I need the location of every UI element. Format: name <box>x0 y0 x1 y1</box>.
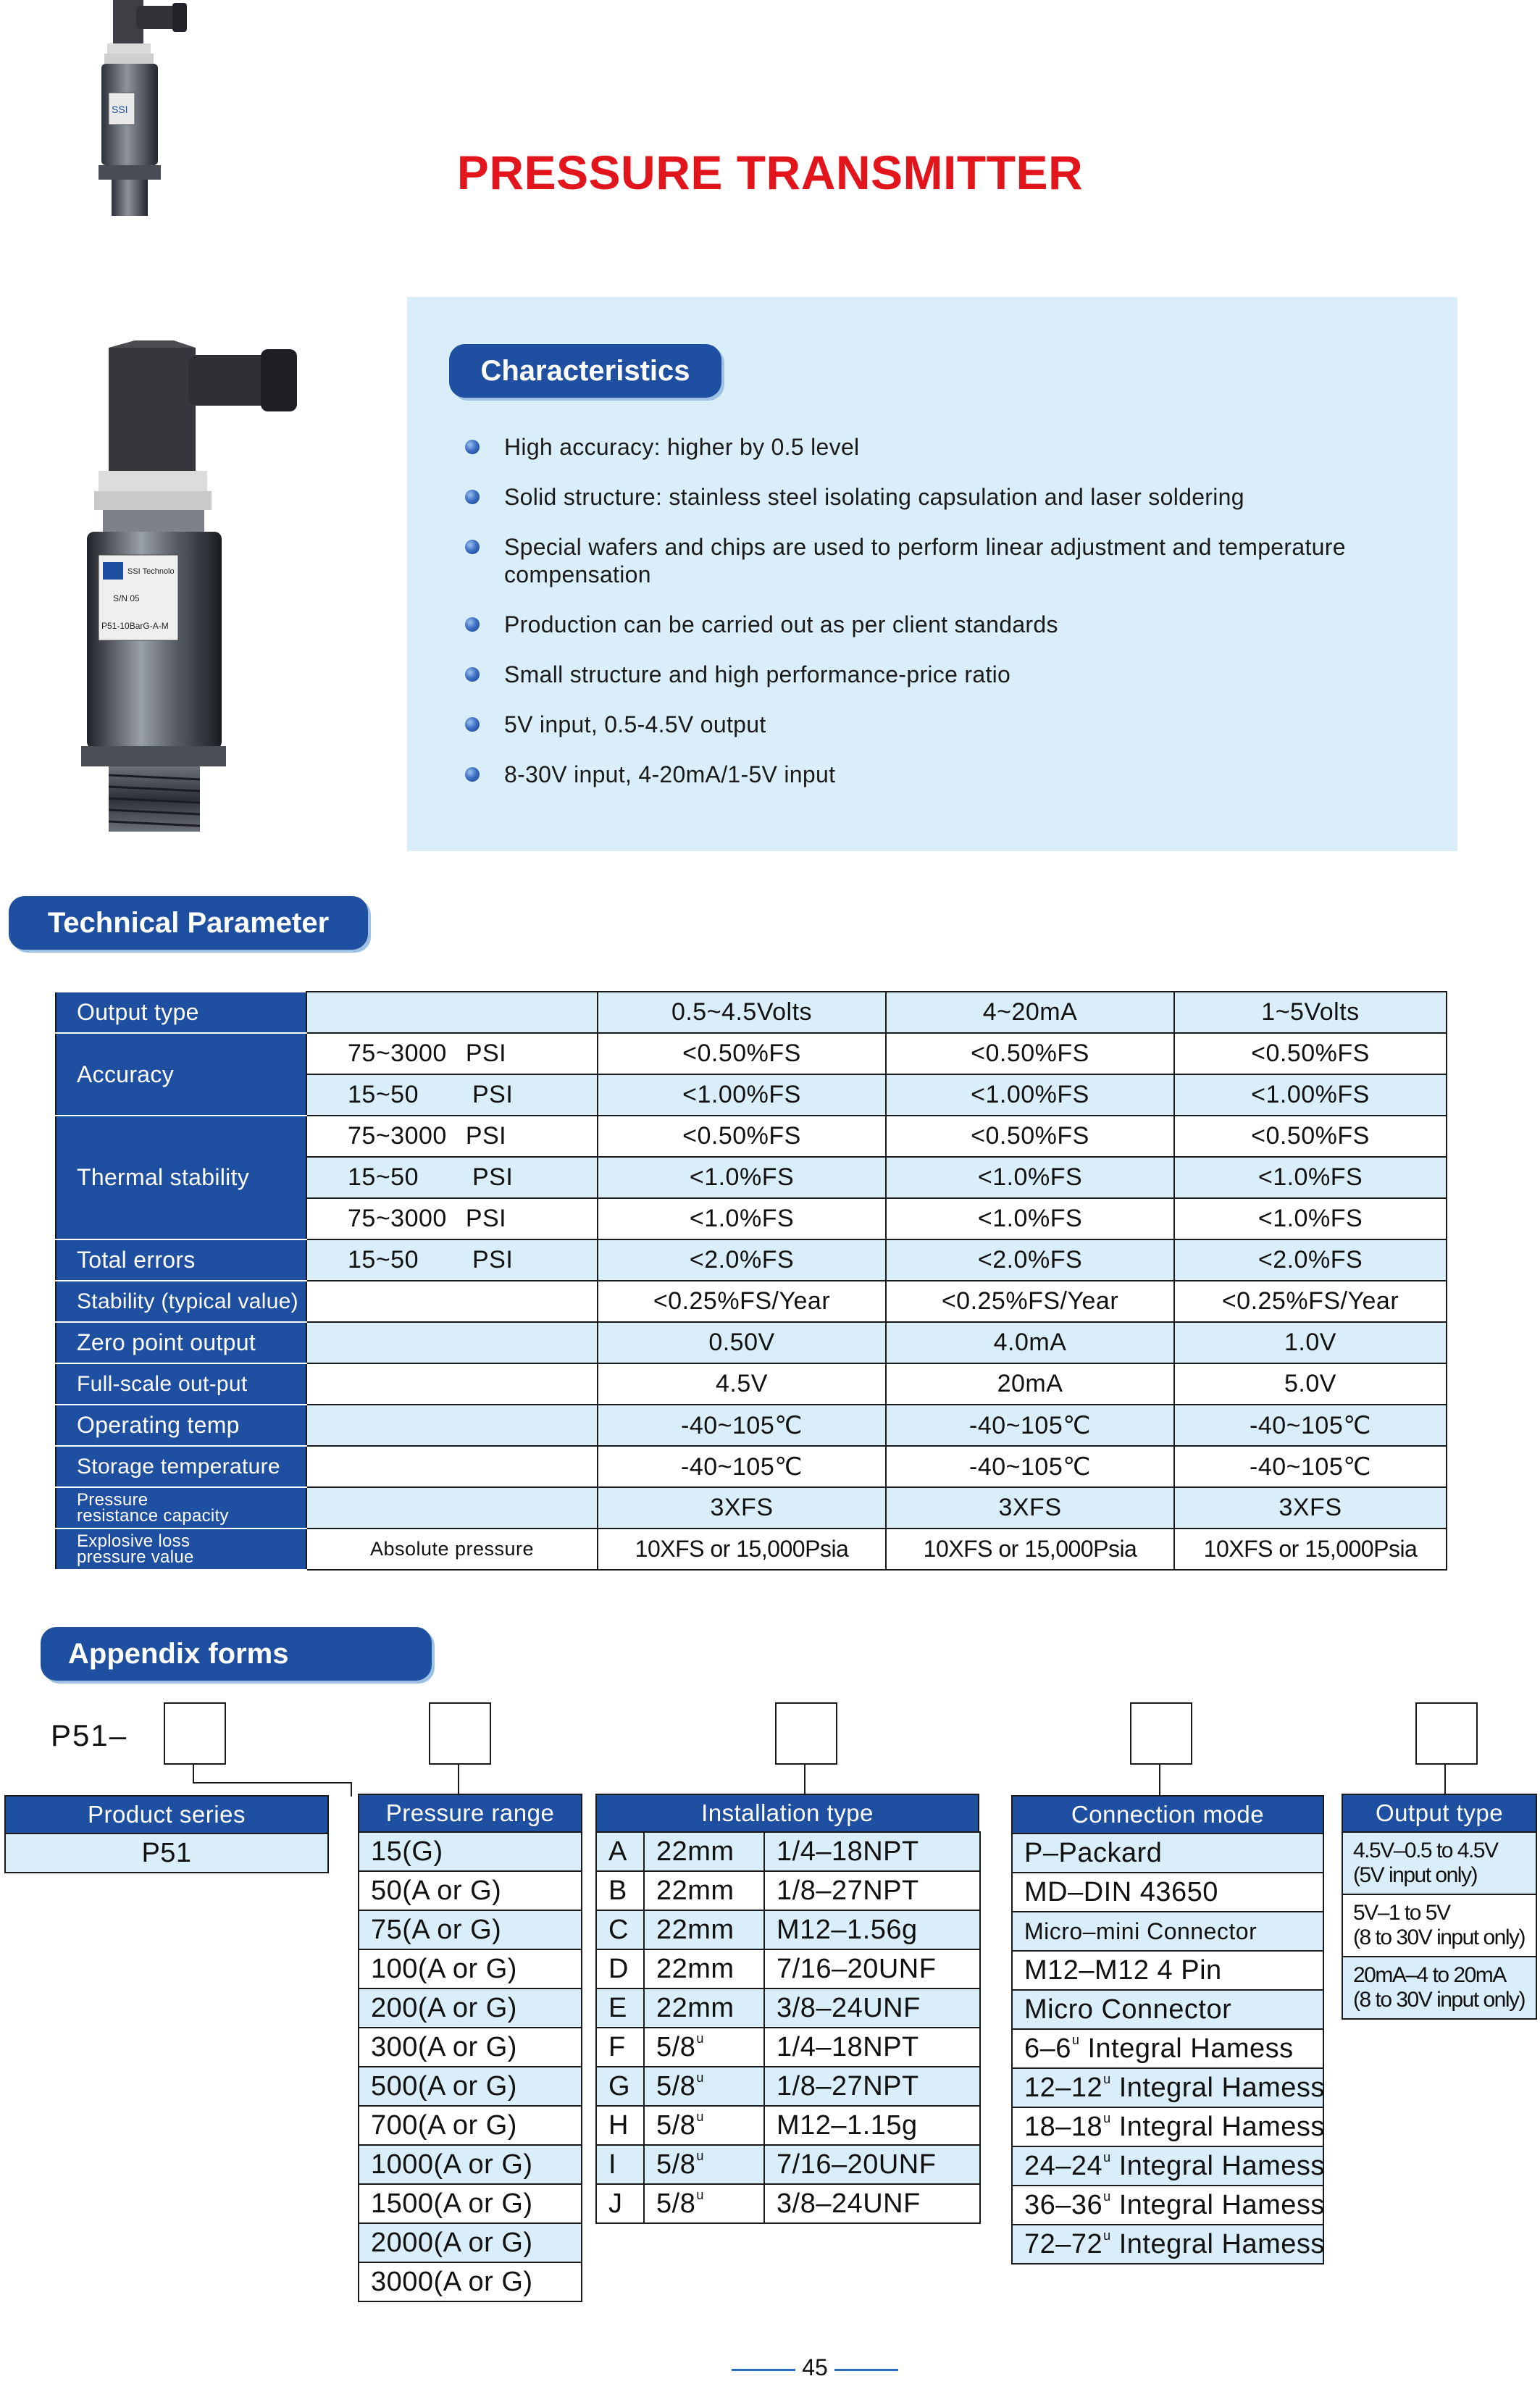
range-cell: 15~50 PSI <box>306 1157 598 1198</box>
small-photo-label: SSI <box>112 104 128 115</box>
footer-rule-left <box>732 2369 795 2371</box>
row-label: Zero point output <box>56 1322 306 1363</box>
page-title: PRESSURE TRANSMITTER <box>456 146 1084 199</box>
row-label: Pressure resistance capacity <box>56 1487 306 1529</box>
range-cell: 75~3000 PSI <box>306 1033 598 1074</box>
bullet-icon <box>465 767 480 782</box>
connection-mode-header: Connection mode <box>1011 1795 1324 1834</box>
table-row: 3000(A or G) <box>359 2262 582 2301</box>
characteristics-heading: Characteristics <box>449 344 721 398</box>
row-label: Full-scale out-put <box>56 1363 306 1405</box>
table-row: 5V–1 to 5V (8 to 30V input only) <box>1342 1894 1536 1957</box>
table-row: Micro Connector <box>1012 1990 1323 2029</box>
list-item: High accuracy: higher by 0.5 level <box>464 433 1441 461</box>
table-row: 18–18$^u$ Integral Hamess <box>1012 2107 1323 2146</box>
table-row: 100(A or G) <box>359 1949 582 1989</box>
table-row: 36–36$^u$ Integral Hamess <box>1012 2186 1323 2225</box>
characteristics-list <box>464 433 1441 811</box>
pressure-range-header: Pressure range <box>358 1794 582 1833</box>
column-header: 0.5~4.5Volts <box>598 992 886 1033</box>
table-row: Thermal stability 75~3000 PSI <0.50%FS <0.50%FS <0.50%FS <box>56 1116 1447 1157</box>
range-cell: 75~3000 PSI <box>306 1198 598 1239</box>
table-row: J 5/8$^u$ 3/8–24UNF <box>596 2184 980 2223</box>
table-row: Zero point output 0.50V 4.0mA 1.0V <box>56 1322 1447 1363</box>
table-row: G 5/8$^u$ 1/8–27NPT <box>596 2067 980 2106</box>
table-row: Operating temp -40~105℃ -40~105℃ -40~105℃ <box>56 1405 1447 1446</box>
table-row: B 22mm 1/8–27NPT <box>596 1871 980 1910</box>
row-label: Accuracy <box>56 1033 306 1116</box>
code-box-pressure <box>429 1702 491 1765</box>
row-label: Output type <box>56 992 306 1033</box>
table-row: 15(G) <box>359 1832 582 1871</box>
table-row: 12–12$^u$ Integral Hamess <box>1012 2068 1323 2107</box>
row-label: Stability (typical value) <box>56 1281 306 1322</box>
row-label: Operating temp <box>56 1405 306 1446</box>
list-item: Small structure and high performance-price ratio <box>464 661 1441 688</box>
bullet-icon <box>465 490 480 504</box>
list-item: 5V input, 0.5-4.5V output <box>464 711 1441 738</box>
table-row: 24–24$^u$ Integral Hamess <box>1012 2146 1323 2186</box>
table-row: 20mA–4 to 20mA (8 to 30V input only) <box>1342 1957 1536 2019</box>
row-label: Total errors <box>56 1239 306 1281</box>
bullet-icon <box>465 717 480 732</box>
table-row: 200(A or G) <box>359 1989 582 2028</box>
table-row: MD–DIN 43650 <box>1012 1873 1323 1912</box>
bullet-icon <box>465 667 480 682</box>
table-row: 75(A or G) <box>359 1910 582 1949</box>
table-row: 1000(A or G) <box>359 2145 582 2184</box>
table-row: 4.5V–0.5 to 4.5V (5V input only) <box>1342 1832 1536 1894</box>
table-row: M12–M12 4 Pin <box>1012 1951 1323 1990</box>
large-photo-brand: SSI Technolo <box>127 567 175 576</box>
table-row: Storage temperature -40~105℃ -40~105℃ -40~105℃ <box>56 1446 1447 1487</box>
range-cell: 75~3000 PSI <box>306 1116 598 1157</box>
connection-mode-table <box>1011 1833 1324 2265</box>
table-row: Full-scale out-put 4.5V 20mA 5.0V <box>56 1363 1447 1405</box>
table-row <box>56 992 1447 1033</box>
column-header: 4~20mA <box>886 992 1174 1033</box>
technical-parameter-heading: Technical Parameter <box>9 896 368 950</box>
page-number: 45 <box>802 2354 828 2380</box>
list-item: 8-30V input, 4-20mA/1-5V input <box>464 761 1441 788</box>
list-item: Production can be carried out as per client standards <box>464 611 1441 638</box>
row-label: Thermal stability <box>56 1116 306 1239</box>
table-row: Total errors 15~50 PSI <2.0%FS <2.0%FS <2.0%FS <box>56 1239 1447 1281</box>
product-photo-large <box>65 340 311 833</box>
code-box-connection <box>1130 1702 1192 1765</box>
table-row: P51 <box>5 1833 328 1873</box>
large-photo-model: P51-10BarG-A-M <box>101 621 169 631</box>
pressure-range-table <box>358 1831 582 2302</box>
table-row: 700(A or G) <box>359 2106 582 2145</box>
bullet-icon <box>465 540 480 554</box>
table-row: C 22mm M12–1.56g <box>596 1910 980 1949</box>
output-type-table <box>1342 1831 1537 2020</box>
installation-type-table <box>595 1831 981 2224</box>
appendix-heading: Appendix forms <box>41 1627 432 1681</box>
code-box-series <box>164 1702 226 1765</box>
table-row: H 5/8$^u$ M12–1.15g <box>596 2106 980 2145</box>
output-type-header: Output type <box>1342 1794 1537 1833</box>
table-row: 15~50 PSI <1.0%FS <1.0%FS <1.0%FS <box>56 1157 1447 1198</box>
column-header: 1~5Volts <box>1174 992 1447 1033</box>
product-series-table <box>4 1833 329 1873</box>
table-row: A 22mm 1/4–18NPT <box>596 1832 980 1871</box>
product-photo-small <box>85 0 209 217</box>
table-row: 15~50 PSI <1.00%FS <1.00%FS <1.00%FS <box>56 1074 1447 1116</box>
table-row: Micro–mini Connector <box>1012 1912 1323 1951</box>
table-row: Explosive loss pressure value Absolute pressure 10XFS or 15,000Psia 10XFS or 15,000Psia 10XFS or 15,000Psia <box>56 1529 1447 1570</box>
table-row: E 22mm 3/8–24UNF <box>596 1989 980 2028</box>
model-prefix: P51– <box>51 1718 128 1752</box>
table-row: 72–72$^u$ Integral Hamess <box>1012 2225 1323 2264</box>
list-item: Solid structure: stainless steel isolating capsulation and laser soldering <box>464 483 1441 511</box>
table-row: D 22mm 7/16–20UNF <box>596 1949 980 1989</box>
table-row: Stability (typical value) <0.25%FS/Year <0.25%FS/Year <0.25%FS/Year <box>56 1281 1447 1322</box>
table-row: 2000(A or G) <box>359 2223 582 2262</box>
row-label: Storage temperature <box>56 1446 306 1487</box>
code-box-output <box>1415 1702 1478 1765</box>
table-row: I 5/8$^u$ 7/16–20UNF <box>596 2145 980 2184</box>
installation-type-header: Installation type <box>595 1794 979 1833</box>
table-row: Pressure resistance capacity 3XFS 3XFS 3XFS <box>56 1487 1447 1529</box>
table-row: 1500(A or G) <box>359 2184 582 2223</box>
table-row: 75~3000 PSI <1.0%FS <1.0%FS <1.0%FS <box>56 1198 1447 1239</box>
table-row: F 5/8$^u$ 1/4–18NPT <box>596 2028 980 2067</box>
table-row: 500(A or G) <box>359 2067 582 2106</box>
footer-rule-right <box>834 2369 898 2371</box>
list-item: Special wafers and chips are used to perform linear adjustment and temperature compensation <box>464 533 1441 588</box>
row-label: Explosive loss pressure value <box>56 1529 306 1570</box>
table-row: 6–6$^u$ Integral Hamess <box>1012 2029 1323 2068</box>
bullet-icon <box>465 617 480 632</box>
table-row: 300(A or G) <box>359 2028 582 2067</box>
table-row: Accuracy 75~3000 PSI <0.50%FS <0.50%FS <0.50%FS <box>56 1033 1447 1074</box>
range-cell: 15~50 PSI <box>306 1239 598 1281</box>
product-series-header: Product series <box>4 1795 329 1834</box>
table-row: 50(A or G) <box>359 1871 582 1910</box>
range-cell: 15~50 PSI <box>306 1074 598 1116</box>
technical-parameter-table <box>55 991 1447 1571</box>
table-row: P–Packard <box>1012 1833 1323 1873</box>
code-box-installation <box>775 1702 837 1765</box>
bullet-icon <box>465 440 480 454</box>
large-photo-sn: S/N 05 <box>113 593 140 603</box>
